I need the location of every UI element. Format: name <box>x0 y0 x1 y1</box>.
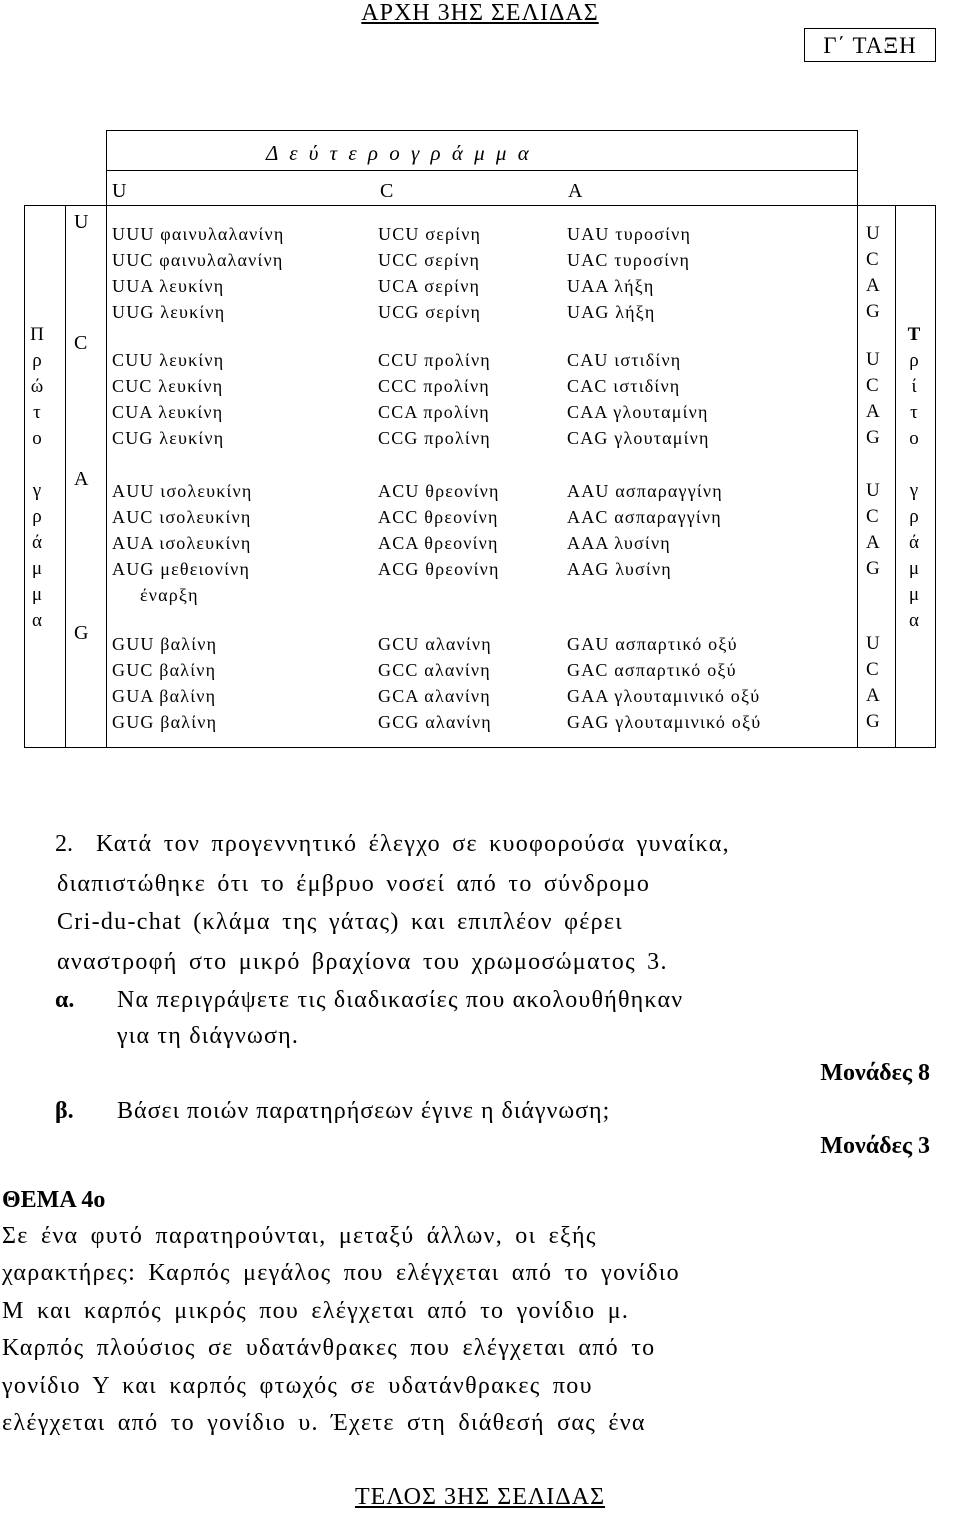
third-letter: C <box>866 659 880 680</box>
codon-cell: AUA ισολευκίνη <box>112 533 252 553</box>
codon-cell: GUG βαλίνη <box>112 712 218 732</box>
codon-cell: UUU φαινυλαλανίνη <box>112 224 285 244</box>
first-letter-vertical-label-char: μ <box>31 558 43 579</box>
part-a-marks: Μονάδες 8 <box>820 1060 930 1086</box>
theme-4-line: γονίδιο Υ και καρπός φτωχός σε υδατάνθρακες που <box>2 1373 593 1399</box>
question-2-line: αναστροφή στο μικρό βραχίονα του χρωμοσώματος 3. <box>57 949 668 975</box>
third-letter-vertical-label-char: ί <box>911 376 917 397</box>
second-letter-u: U <box>112 180 128 202</box>
third-letter: A <box>866 275 881 296</box>
codon-cell: GUC βαλίνη <box>112 660 217 680</box>
third-letter: U <box>866 349 881 370</box>
theme-4-line: Καρπός πλούσιος σε υδατάνθρακες που ελέγχεται από το <box>2 1335 656 1361</box>
codon-cell: UAA λήξη <box>567 276 655 296</box>
first-letter: G <box>74 622 90 644</box>
codon-cell: UCG σερίνη <box>378 302 482 322</box>
theme-4-line: Σε ένα φυτό παρατηρούνται, μεταξύ άλλων, οι εξής <box>2 1223 597 1249</box>
codon-cell: UUC φαινυλαλανίνη <box>112 250 284 270</box>
codon-cell: CAU ιστιδίνη <box>567 350 682 370</box>
third-letter-vertical-label-char: ρ <box>909 506 919 527</box>
codon-cell: GCG αλανίνη <box>378 712 492 732</box>
codon-cell: UCU σερίνη <box>378 224 482 244</box>
theme-4-line: χαρακτήρες: Καρπός μεγάλος που ελέγχεται από το γονίδιο <box>2 1260 680 1286</box>
codon-cell: CAG γλουταμίνη <box>567 428 710 448</box>
codon-cell: CUA λευκίνη <box>112 402 224 422</box>
page-footer: ΤΕΛΟΣ 3ΗΣ ΣΕΛΙΔΑΣ <box>354 1484 606 1510</box>
codon-cell: CCA προλίνη <box>378 402 490 422</box>
codon-cell: CUC λευκίνη <box>112 376 224 396</box>
third-letter: A <box>866 532 881 553</box>
question-2-line: διαπιστώθηκε ότι το έμβρυο νοσεί από το σύνδρομο <box>57 871 651 897</box>
first-letter-vertical-label-char: μ <box>31 584 43 605</box>
codon-cell: AAA λυσίνη <box>567 533 671 553</box>
third-letter-vertical-label-char: ρ <box>909 350 919 371</box>
codon-cell: UCA σερίνη <box>378 276 481 296</box>
first-letter-vertical-label-char: ο <box>32 428 42 449</box>
third-letter: A <box>866 401 881 422</box>
first-letter-vertical-label-char: γ <box>32 480 42 501</box>
codon-cell: GCA αλανίνη <box>378 686 491 706</box>
codon-cell: GCU αλανίνη <box>378 634 492 654</box>
third-letter: G <box>866 427 881 448</box>
first-letter-vertical-label-char: Π <box>30 324 44 345</box>
third-letter-vertical-label-char: μ <box>908 584 920 605</box>
part-a-label: α. <box>55 987 75 1013</box>
part-a-line-2: για τη διάγνωση. <box>117 1023 300 1049</box>
codon-cell: UUA λευκίνη <box>112 276 225 296</box>
codon-cell: CAA γλουταμίνη <box>567 402 709 422</box>
codon-cell: UAG λήξη <box>567 302 656 322</box>
theme-4-line: ελέγχεται από το γονίδιο υ. Έχετε στη διάθεσή σας ένα <box>2 1410 646 1436</box>
first-letter-vertical-label-char: ρ <box>32 506 42 527</box>
third-letter-vertical-label-char: α <box>909 610 919 631</box>
codon-cell: ACA θρεονίνη <box>378 533 499 553</box>
part-b-label: β. <box>55 1098 74 1124</box>
codon-cell: AUG μεθειονίνη <box>112 559 251 579</box>
first-letter: A <box>74 468 90 490</box>
third-letter-vertical-label-char: ο <box>909 428 919 449</box>
first-letter: U <box>74 211 90 233</box>
third-letter: U <box>866 480 881 501</box>
third-letter-vertical-label-char: Τ <box>907 324 921 345</box>
third-letter: C <box>866 375 880 396</box>
third-letter: G <box>866 301 881 322</box>
codon-cell: CCU προλίνη <box>378 350 491 370</box>
first-letter-vertical-label-char: ά <box>32 532 42 553</box>
codon-cell: ACG θρεονίνη <box>378 559 500 579</box>
codon-cell: UAC τυροσίνη <box>567 250 691 270</box>
theme-4-title: ΘΕΜΑ 4ο <box>2 1187 106 1213</box>
codon-cell: GCC αλανίνη <box>378 660 491 680</box>
codon-cell: UCC σερίνη <box>378 250 481 270</box>
first-letter-vertical-label-char: ρ <box>32 350 42 371</box>
third-letter: A <box>866 685 881 706</box>
codon-cell: CAC ιστιδίνη <box>567 376 681 396</box>
codon-cell: ACC θρεονίνη <box>378 507 499 527</box>
third-letter: C <box>866 506 880 527</box>
first-letter-vertical-label-char: ώ <box>30 376 44 397</box>
codon-cell: GAG γλουταμινικό οξύ <box>567 712 762 732</box>
codon-cell: UUG λευκίνη <box>112 302 226 322</box>
codon-cell: GAU ασπαρτικό οξύ <box>567 634 738 654</box>
second-letter-c: C <box>380 180 395 202</box>
third-letter: C <box>866 249 880 270</box>
class-label: Γ΄ ΤΑΞΗ <box>804 28 936 62</box>
third-letter: U <box>866 223 881 244</box>
third-letter-vertical-label-char: μ <box>908 558 920 579</box>
codon-cell: CCC προλίνη <box>378 376 490 396</box>
second-letter-title: Δ ε ύ τ ε ρ ο γ ρ ά μ μ α <box>266 141 532 165</box>
part-a-line-1: Να περιγράψετε τις διαδικασίες που ακολουθήθηκαν <box>117 987 684 1013</box>
codon-cell: AUC ισολευκίνη <box>112 507 252 527</box>
codon-cell: UAU τυροσίνη <box>567 224 692 244</box>
codon-cell: GAC ασπαρτικό οξύ <box>567 660 737 680</box>
codon-cell: GAA γλουταμινικό οξύ <box>567 686 761 706</box>
codon-cell: AAC ασπαραγγίνη <box>567 507 722 527</box>
first-letter: C <box>74 332 89 354</box>
third-letter-vertical-label-char: γ <box>909 480 919 501</box>
third-letter-vertical-label-char: τ <box>910 402 918 423</box>
page-header: ΑΡΧΗ 3ΗΣ ΣΕΛΙΔΑΣ <box>361 0 599 26</box>
codon-cell: CUU λευκίνη <box>112 350 225 370</box>
start-codon-note: έναρξη <box>140 585 199 605</box>
theme-4-line: Μ και καρπός μικρός που ελέγχεται από το γονίδιο μ. <box>2 1298 630 1324</box>
codon-cell: AAG λυσίνη <box>567 559 672 579</box>
codon-cell: AUU ισολευκίνη <box>112 481 253 501</box>
question-2-line: Κατά τον προγεννητικό έλεγχο σε κυοφορούσα γυναίκα, <box>96 831 730 857</box>
codon-cell: AAU ασπαραγγίνη <box>567 481 723 501</box>
part-b-text: Βάσει ποιών παρατηρήσεων έγινε η διάγνωση; <box>117 1098 611 1124</box>
question-number: 2. <box>55 831 73 857</box>
third-letter: G <box>866 558 881 579</box>
first-letter-vertical-label-char: α <box>32 610 42 631</box>
second-letter-a: A <box>568 180 584 202</box>
third-letter-vertical-label-char: ά <box>909 532 919 553</box>
third-letter: U <box>866 633 881 654</box>
codon-cell: CUG λευκίνη <box>112 428 225 448</box>
codon-cell: GUU βαλίνη <box>112 634 218 654</box>
codon-cell: GUA βαλίνη <box>112 686 217 706</box>
codon-cell: CCG προλίνη <box>378 428 491 448</box>
first-letter-vertical-label-char: τ <box>33 402 41 423</box>
question-2-line: Cri-du-chat (κλάμα της γάτας) και επιπλέον φέρει <box>57 909 624 935</box>
codon-cell: ACU θρεονίνη <box>378 481 500 501</box>
part-b-marks: Μονάδες 3 <box>820 1133 930 1159</box>
third-letter: G <box>866 711 881 732</box>
